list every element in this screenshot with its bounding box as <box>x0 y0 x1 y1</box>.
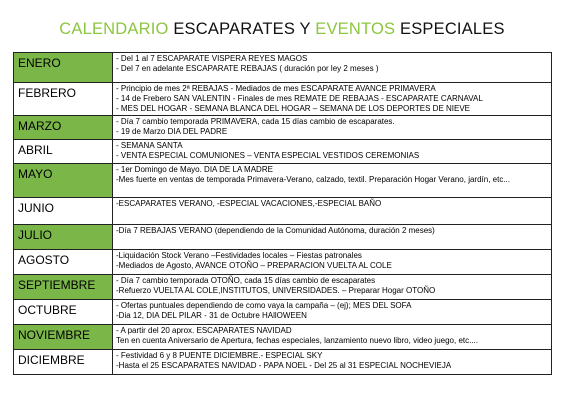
month-cell: MAYO <box>14 163 113 197</box>
month-cell: ENERO <box>14 53 113 83</box>
events-cell <box>113 224 552 249</box>
event-line: - Del 1 al 7 ESCAPARATE VISPERA REYES MAGOS <box>116 54 308 63</box>
events-cell <box>113 299 552 324</box>
events-cell <box>113 163 552 197</box>
table-row <box>14 163 552 197</box>
title-word-eventos: EVENTOS <box>315 20 396 38</box>
table-row <box>14 274 552 299</box>
table-row <box>14 249 552 274</box>
event-line: -Mediados de Agosto, AVANCE OTOÑO – PREPARACION VUELTA AL COLE <box>116 260 392 270</box>
title-word-calendario: CALENDARIO <box>59 20 169 38</box>
event-line: -Liquidación Stock Verano –Festividades locales – Fiestas patronales <box>116 250 362 260</box>
events-cell <box>113 53 552 83</box>
event-line: -Día 7 REBAJAS VERANO (dependiendo de la Comunidad Autónoma, duración 2 meses) <box>116 225 435 235</box>
table-row <box>14 324 552 349</box>
event-line: - Del 7 en adelante ESCAPARATE REBAJAS ( duración por ley 2 meses ) <box>116 64 379 74</box>
month-cell: JULIO <box>14 224 113 249</box>
table-row <box>14 53 552 83</box>
event-line: - 14 de Frebero SAN VALENTIN - Finales de mes REMATE DE REBAJAS - ESCAPARATE CARNAVAL <box>116 94 483 104</box>
table-row <box>14 83 552 116</box>
table-row <box>14 299 552 324</box>
title-word-escaparates: ESCAPARATES Y <box>173 20 311 38</box>
event-line: - Día 7 cambio temporada OTOÑO, cada 15 días cambio de escaparates <box>116 275 376 285</box>
month-cell: SEPTIEMBRE <box>14 274 113 299</box>
events-cell <box>113 349 552 374</box>
month-cell: OCTUBRE <box>14 299 113 324</box>
page-title <box>0 20 564 39</box>
events-cell <box>113 197 552 224</box>
events-cell <box>113 249 552 274</box>
event-line: - Ofertas puntuales dependiendo de como vaya la campaña – (ej); MES DEL SOFA <box>116 300 412 310</box>
event-line: -Dia 12, DIA DEL PILAR - 31 de Octubre HAllOWEEN <box>116 310 307 320</box>
table-row <box>14 115 552 139</box>
event-line: -ESCAPARATES VERANO, -ESPECIAL VACACIONES,-ESPECIAL BAÑO <box>116 198 382 208</box>
events-cell <box>113 139 552 163</box>
event-line: - 1er Domingo de Mayo. DIA DE LA MADRE <box>116 164 273 174</box>
table-row <box>14 349 552 374</box>
month-cell: DICIEMBRE <box>14 349 113 374</box>
calendar-table-body <box>14 53 552 375</box>
event-line: - MES DEL HOGAR - SEMANA BLANCA DEL HOGAR – SEMANA DE LOS DEPORTES DE NIEVE <box>116 104 471 114</box>
table-row <box>14 224 552 249</box>
event-line: - 19 de Marzo DIA DEL PADRE <box>116 126 228 136</box>
event-line: - SEMANA SANTA <box>116 140 183 150</box>
event-line: -Refuerzo VUELTA AL COLE,INSTITUTOS, UNIVERSIDADES. – Preparar Hogar OTOÑO <box>116 285 436 295</box>
month-cell: MARZO <box>14 115 113 139</box>
month-cell: AGOSTO <box>14 249 113 274</box>
month-cell: ABRIL <box>14 139 113 163</box>
event-line: -Mes fuerte en ventas de temporada Primavera-Verano, calzado, textil. Preparación Hogar Verano, jardín, etc... <box>116 174 510 184</box>
event-line: - Festividad 6 y 8 PUENTE DICIEMBRE.- ESPECIAL SKY <box>116 350 323 360</box>
table-row <box>14 197 552 224</box>
month-cell: JUNIO <box>14 197 113 224</box>
event-line: -Hasta el 25 ESCAPARATES NAVIDAD - PAPA NOEL - Del 25 al 31 ESPECIAL NOCHEVIEJA <box>116 360 452 370</box>
events-cell <box>113 115 552 139</box>
month-cell: FEBRERO <box>14 83 113 116</box>
table-row <box>14 139 552 163</box>
event-line: - Principio de mes 2ª REBAJAS - Mediados de mes ESCAPARATE AVANCE PRIMAVERA <box>116 84 436 93</box>
events-cell <box>113 324 552 349</box>
events-cell <box>113 83 552 116</box>
title-word-especiales: ESPECIALES <box>400 20 505 38</box>
event-line: - VENTA ESPECIAL COMUNIONES – VENTA ESPECIAL VESTIDOS CEREMONIAS <box>116 150 420 160</box>
event-line: Ten en cuenta Aniversario de Apertura, fechas especiales, lanzamiento nuevo libro, video juego, etc.... <box>116 335 478 345</box>
event-line: - A partir del 20 aprox. ESCAPARATES NAVIDAD <box>116 325 292 335</box>
calendar-table <box>13 52 552 375</box>
month-cell: NOVIEMBRE <box>14 324 113 349</box>
event-line: - Día 7 cambio temporada PRIMAVERA, cada 15 días cambio de escaparates. <box>116 116 395 126</box>
events-cell <box>113 274 552 299</box>
